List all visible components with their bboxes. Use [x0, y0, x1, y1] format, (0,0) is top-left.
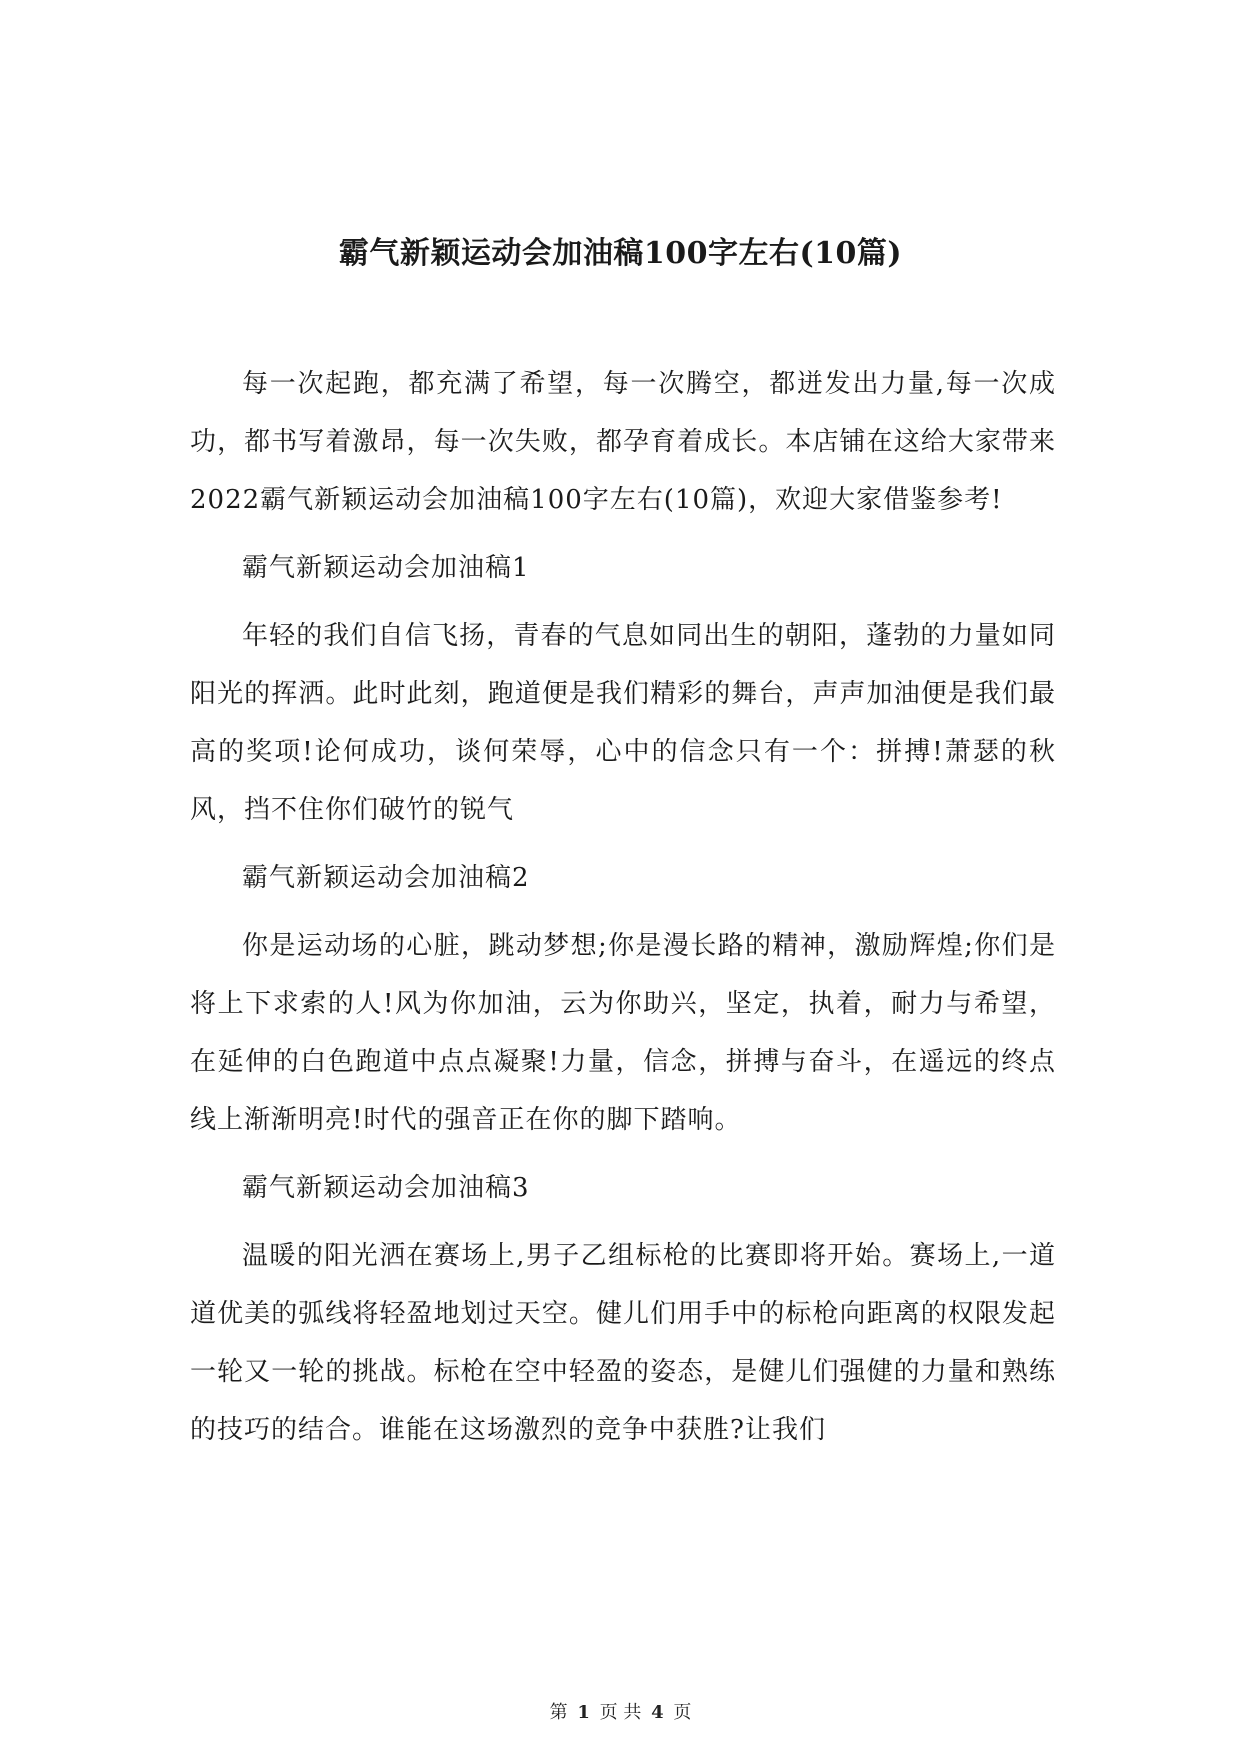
section-heading: 霸气新颖运动会加油稿3: [242, 1173, 530, 1203]
intro-paragraph: 每一次起跑，都充满了希望，每一次腾空，都迸发出力量,每一次成功，都书写着激昂，每一次失败，都孕育着成长。本店铺在这给大家带来2022霸气新颖运动会加油稿100字左右(10篇)，欢迎大家借鉴参考!: [190, 369, 1056, 515]
page-footer: [0, 1698, 1241, 1724]
body-paragraph: 温暖的阳光洒在赛场上,男子乙组标枪的比赛即将开始。赛场上,一道道优美的弧线将轻盈地划过天空。健儿们用手中的标枪向距离的权限发起一轮又一轮的挑战。标枪在空中轻盈的姿态，是健儿们强健的力量和熟练的技巧的结合。谁能在这场激烈的竞争中获胜?让我们: [190, 1241, 1056, 1445]
footer-prefix: 第: [549, 1702, 568, 1723]
body-paragraph: 你是运动场的心脏，跳动梦想;你是漫长路的精神，激励辉煌;你们是将上下求索的人!风为你加油，云为你助兴，坚定，执着，耐力与希望，在延伸的白色跑道中点点凝聚!力量，信念，拼搏与奋斗，在遥远的终点线上渐渐明亮!时代的强音正在你的脚下踏响。: [190, 931, 1056, 1135]
page-title: 霸气新颖运动会加油稿100字左右(10篇): [338, 236, 903, 271]
footer-middle: 页 共: [599, 1702, 642, 1723]
section-heading: 霸气新颖运动会加油稿2: [242, 863, 530, 893]
footer-suffix: 页: [673, 1702, 692, 1723]
body-paragraph: 年轻的我们自信飞扬，青春的气息如同出生的朝阳，蓬勃的力量如同阳光的挥洒。此时此刻，跑道便是我们精彩的舞台，声声加油便是我们最高的奖项!论何成功，谈何荣辱，心中的信念只有一个：拼搏!萧瑟的秋风，挡不住你们破竹的锐气: [190, 621, 1056, 825]
footer-total-pages: 4: [651, 1702, 664, 1723]
section-heading: 霸气新颖运动会加油稿1: [242, 553, 530, 583]
document-body: [190, 355, 1056, 1459]
footer-page-number: 1: [577, 1702, 590, 1723]
